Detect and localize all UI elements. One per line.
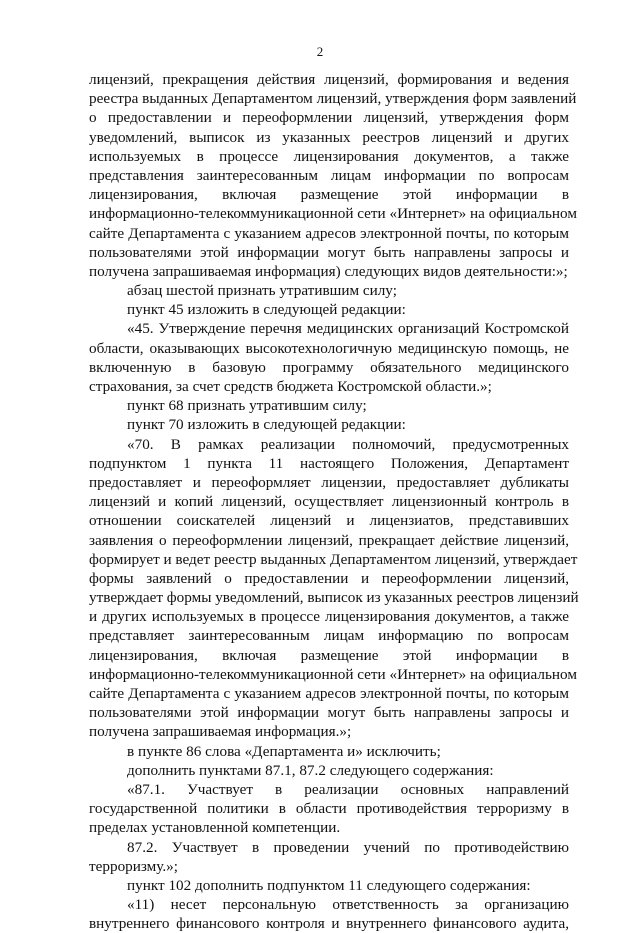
text-line: реестра выданных Департаментом лицензий, утверждения форм заявлений — [89, 90, 577, 108]
text-line: страхования, за счет средств бюджета Костромской области.»; — [89, 378, 492, 395]
text-line: сайте Департамента с указанием адресов электронной почты, по которым — [89, 685, 569, 702]
text-line: области, оказывающих высокотехнологичную медицинскую помощь, не — [89, 339, 569, 357]
text-line: отношении соискателей лицензий и лицензиатов, представивших — [89, 512, 569, 530]
text-line: о предоставлении и переоформлении лицензий, утверждения форм — [89, 109, 569, 127]
text-line: пределах установленной компетенции. — [89, 819, 341, 837]
text-line: и других используемых в процессе лицензирования документов, а также — [89, 608, 569, 626]
text-line: сайте Департамента с указанием адресов электронной почты, по которым — [89, 224, 569, 242]
text-line: формы заявлений о предоставлении и переоформлении лицензий, — [89, 569, 569, 587]
text-line: в пункте 86 слова «Департамента и» исключить; — [127, 742, 441, 760]
text-line: заявления о переоформлении лицензий, прекращает действие лицензий, — [89, 531, 569, 549]
text-line: формирует и ведет реестр выданных Департаментом лицензий, утверждает — [89, 550, 578, 568]
text-line: пункт 70 изложить в следующей редакции: — [127, 416, 406, 434]
text-line: пользователями этой информации могут быть направлены запросы и — [89, 704, 569, 722]
text-line: лицензий и копий лицензий, осуществляет лицензионный контроль в — [89, 493, 569, 511]
text-line: «70. В рамках реализации полномочий, предусмотренных — [127, 435, 569, 453]
page-number: 2 — [316, 44, 324, 59]
text-line: внутреннего финансового контроля и внутреннего финансового аудита, — [89, 915, 569, 933]
text-line: «45. Утверждение перечня медицинских организаций Костромской — [127, 320, 569, 338]
text-line: пункт 102 дополнить подпунктом 11 следующего содержания: — [127, 876, 531, 894]
text-line: информационно-телекоммуникационной сети «Интернет» на официальном — [89, 665, 577, 683]
text-line: получена запрашиваемая информация) следующих видов деятельности:»; — [89, 262, 568, 280]
text-line: терроризму.»; — [89, 857, 178, 875]
text-line: дополнить пунктами 87.1, 87.2 следующего содержания: — [127, 761, 494, 779]
text-line: лицензирования, включая размещение этой информации в — [89, 186, 569, 204]
text-line: лицензий, прекращения действия лицензий, формирования и ведения — [89, 71, 569, 88]
text-line: государственной политики в области противодействия терроризму в — [89, 800, 569, 818]
text-line: абзац шестой признать утратившим силу; — [127, 282, 397, 300]
text-line: 87.2. Участвует в проведении учений по противодействию — [127, 838, 569, 856]
text-line: включенную в базовую программу обязательного медицинского — [89, 358, 569, 376]
text-line: получена запрашиваемая информация.»; — [89, 723, 352, 741]
text-line: пункт 68 признать утратившим силу; — [127, 397, 367, 415]
text-line: пункт 45 изложить в следующей редакции: — [127, 301, 406, 319]
text-line: представляет заинтересованным лицам информацию по вопросам — [89, 627, 569, 645]
text-line: утверждает формы уведомлений, выписок из указанных реестров лицензий — [89, 589, 579, 607]
text-line: используемых в процессе лицензирования документов, а также — [89, 147, 569, 165]
document-body — [89, 70, 579, 933]
text-line: лицензирования, включая размещение этой информации в — [89, 646, 569, 664]
text-line: представления заинтересованным лицам информации по вопросам — [89, 166, 569, 184]
text-line: пользователями этой информации могут быть направлены запросы и — [89, 243, 569, 261]
text-line: уведомлений, выписок из указанных реестров лицензий и других — [89, 128, 569, 146]
text-line: «87.1. Участвует в реализации основных направлений — [127, 780, 569, 798]
text-line: подпунктом 1 пункта 11 настоящего Положения, Департамент — [89, 454, 569, 472]
text-line: информационно-телекоммуникационной сети «Интернет» на официальном — [89, 205, 577, 223]
text-line: предоставляет и переоформляет лицензии, предоставляет дубликаты — [89, 473, 569, 491]
text-line: «11) несет персональную ответственность за организацию — [127, 896, 569, 914]
